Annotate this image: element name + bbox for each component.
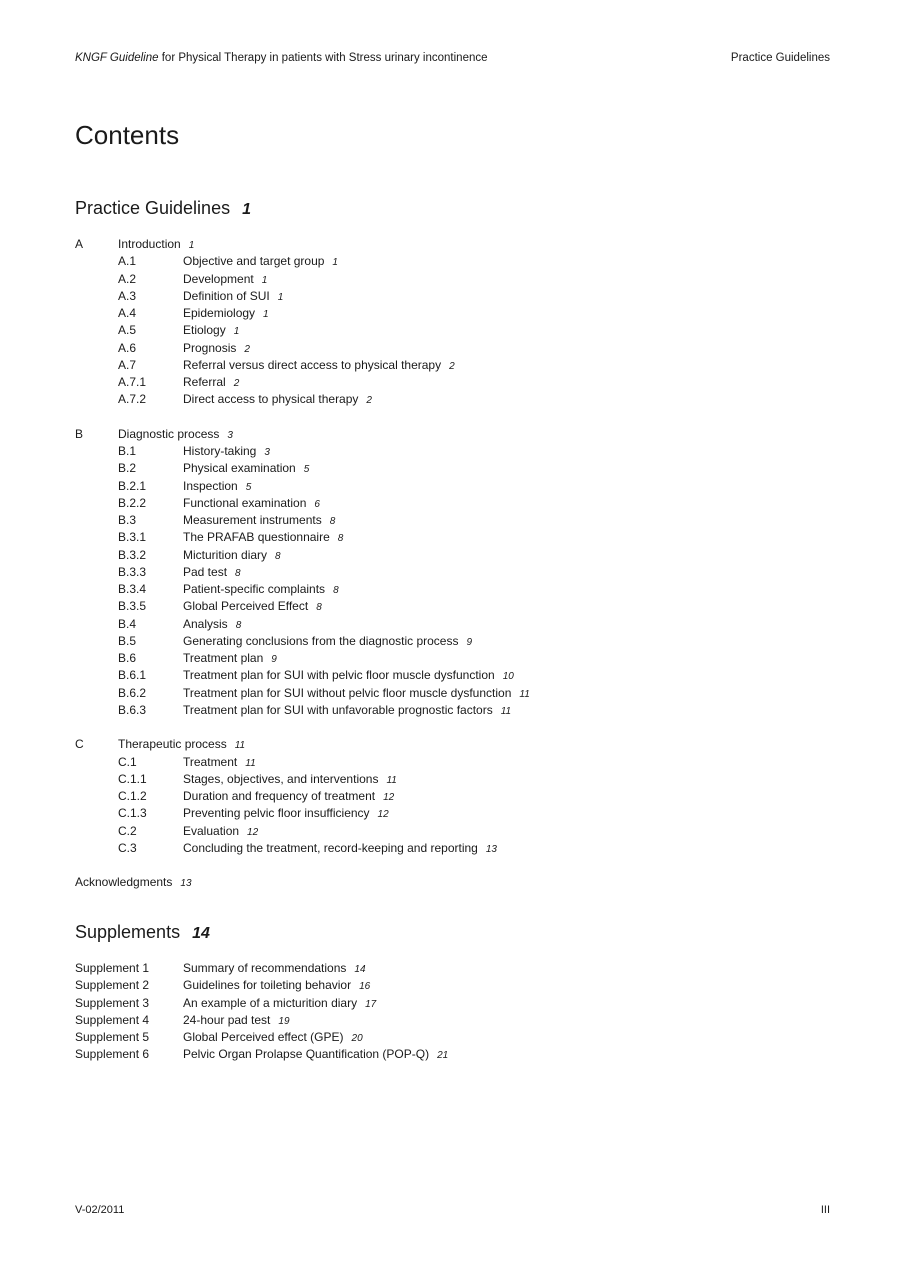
toc-entry-title-group — [183, 823, 258, 841]
toc-entry-number: A.2 — [118, 271, 137, 286]
toc-entry-title: Epidemiology — [183, 306, 256, 320]
toc-entry-title: Evaluation — [183, 823, 240, 838]
toc-entry-page: 11 — [519, 688, 530, 700]
toc-entry-page: 5 — [303, 464, 310, 476]
toc-entry-page: 17 — [365, 998, 377, 1010]
toc-entry-title: Treatment — [183, 754, 238, 769]
toc-entry-title-group — [118, 736, 245, 754]
toc-entry-title-group — [183, 788, 394, 806]
header-section-name: Practice Guidelines — [730, 52, 830, 64]
toc-entry-page: 1 — [188, 240, 195, 251]
toc-entry-title-group — [183, 702, 511, 720]
toc-entry-title-group — [183, 495, 320, 513]
toc-entry-title-group — [183, 357, 455, 375]
toc-entry-number: B.5 — [118, 633, 137, 648]
toc-entry-title-group — [183, 391, 372, 409]
toc-entry-title: Functional examination — [183, 495, 307, 510]
toc-entry-title-group — [183, 478, 251, 496]
header-guideline-name: KNGF Guideline — [75, 52, 159, 64]
toc-entry-title-group — [183, 374, 239, 392]
toc-entry-number: A.7 — [118, 357, 137, 372]
toc-entry-title-group — [183, 443, 270, 461]
toc-entry-number: C.3 — [118, 840, 137, 855]
toc-entry-number: Supplement 2 — [75, 978, 150, 993]
footer-page-number: III — [820, 1204, 830, 1216]
toc-entry-page: 13 — [485, 843, 497, 855]
toc-entry-page: 16 — [359, 981, 371, 993]
section-heading-supplements — [75, 922, 210, 943]
toc-entry-number: A — [75, 237, 84, 251]
toc-entry-title: Preventing pelvic floor insufficiency — [183, 806, 370, 821]
toc-entry-title-group — [183, 840, 497, 858]
toc-entry-title: Treatment plan — [183, 651, 264, 665]
toc-entry-page: 1 — [233, 326, 240, 338]
toc-entry-title-group — [183, 305, 269, 323]
toc-entry-page: 1 — [263, 309, 269, 320]
toc-entry-page: 8 — [275, 550, 281, 562]
section-label: Practice Guidelines — [75, 198, 231, 218]
toc-entry-title: Definition of SUI — [183, 288, 270, 303]
toc-entry-title: Referral versus direct access to physical therapy — [183, 357, 442, 372]
toc-entry-page: 14 — [354, 964, 366, 975]
toc-entry-title-group — [183, 322, 239, 340]
toc-entry-title-group — [183, 340, 250, 358]
toc-entry-page: 9 — [271, 654, 277, 665]
toc-entry-number: A.7.2 — [118, 392, 147, 407]
toc-entry-page: 11 — [234, 740, 246, 752]
toc-entry-number: B.2.1 — [118, 478, 147, 493]
toc-entry-title-group — [183, 754, 256, 772]
toc-entry-title-group — [183, 805, 389, 823]
toc-entry-page: 21 — [437, 1050, 449, 1062]
toc-entry-title-group — [118, 236, 194, 254]
toc-entry-title-group — [183, 771, 397, 789]
toc-entry-title: Acknowledgments — [75, 875, 173, 890]
toc-entry-page: 1 — [277, 291, 284, 303]
toc-entry-title: Prognosis — [183, 340, 237, 355]
toc-entry-number: C — [75, 737, 84, 752]
toc-entry-page: 12 — [383, 792, 395, 803]
toc-entry-title: Global Perceived effect (GPE) — [183, 1030, 344, 1044]
toc-entry-page: 12 — [377, 809, 389, 821]
toc-entry-title-group — [183, 960, 366, 978]
toc-entry-title: Concluding the treatment, record-keeping and reporting — [183, 840, 478, 855]
section-heading-practice-guidelines — [75, 198, 251, 219]
toc-entry-number: C.2 — [118, 823, 137, 838]
toc-entry-title: Diagnostic process — [118, 426, 220, 441]
toc-entry-title: Micturition diary — [183, 547, 268, 562]
toc-entry-title: History-taking — [183, 444, 257, 458]
toc-entry-number: C.1.3 — [118, 806, 147, 821]
toc-entry-title-group — [183, 977, 370, 995]
toc-entry-title: Objective and target group — [183, 254, 325, 269]
toc-entry-title: Referral — [183, 375, 226, 389]
toc-entry-number: A.4 — [118, 306, 137, 320]
header-title-rest: for Physical Therapy in patients with Stress urinary incontinence — [158, 52, 488, 64]
toc-entry-title: Treatment plan for SUI without pelvic floor muscle dysfunction — [183, 685, 512, 700]
toc-entry-page: 3 — [264, 447, 270, 458]
toc-entry-page: 8 — [337, 533, 344, 545]
section-page-number: 1 — [242, 201, 251, 218]
toc-entry-title: Etiology — [183, 323, 226, 338]
toc-entry-title-group — [183, 581, 339, 599]
toc-entry-page: 6 — [314, 498, 320, 510]
page-title: Contents — [75, 120, 180, 150]
toc-entry-title-group — [118, 426, 233, 444]
toc-entry-title-group — [183, 616, 241, 634]
toc-entry-page: 5 — [245, 481, 252, 493]
toc-entry-title-group — [183, 547, 281, 565]
toc-entry-title-group — [183, 271, 267, 289]
toc-entry-page: 13 — [180, 878, 192, 890]
toc-entry-title-group — [183, 253, 338, 271]
toc-entry-page: 12 — [247, 826, 259, 838]
toc-entry-number: B.3.3 — [118, 564, 147, 579]
toc-entry-title-group — [183, 1046, 448, 1064]
toc-entry-title-group — [183, 650, 277, 668]
toc-entry-title: Global Perceived Effect — [183, 599, 309, 614]
toc-entry-title: 24-hour pad test — [183, 1012, 271, 1027]
toc-entry-title-group — [183, 1029, 363, 1047]
toc-entry-page: 11 — [386, 774, 397, 786]
toc-entry-number: B.3.2 — [118, 547, 147, 562]
toc-entry-title-group — [183, 685, 530, 703]
toc-entry-number: Supplement 6 — [75, 1047, 150, 1062]
toc-entry-page: 3 — [227, 429, 233, 441]
toc-entry-number: B.1 — [118, 444, 137, 458]
toc-entry-title-group — [183, 288, 283, 306]
toc-entry-page: 2 — [366, 395, 372, 407]
toc-entry-title-group — [183, 460, 309, 478]
toc-entry-title: Introduction — [118, 237, 181, 251]
toc-entry-number: Supplement 3 — [75, 995, 150, 1010]
toc-entry-title: Pelvic Organ Prolapse Quantification (POP-Q) — [183, 1047, 430, 1062]
toc-entry-title: Treatment plan for SUI with pelvic floor muscle dysfunction — [183, 668, 495, 683]
toc-entry-page: 8 — [235, 567, 241, 579]
toc-entry-title: The PRAFAB questionnaire — [183, 530, 330, 545]
toc-entry-title-group — [183, 1012, 290, 1030]
toc-entry-title: An example of a micturition diary — [183, 995, 358, 1010]
toc-entry-page: 19 — [278, 1015, 290, 1027]
toc-entry-number: Supplement 5 — [75, 1030, 150, 1044]
toc-entry-number: A.6 — [118, 340, 137, 355]
toc-entry-title: Physical examination — [183, 461, 296, 476]
toc-entry-title: Duration and frequency of treatment — [183, 789, 376, 803]
header-document-title — [75, 52, 488, 64]
toc-entry-number: B.6.1 — [118, 668, 147, 683]
toc-entry-title: Measurement instruments — [183, 513, 322, 527]
toc-entry-title-group — [183, 564, 241, 582]
toc-entry-number: B.4 — [118, 616, 137, 631]
toc-entry-page: 9 — [466, 636, 473, 648]
toc-entry-page: 2 — [244, 343, 250, 355]
section-label: Supplements — [75, 922, 181, 942]
toc-entry-title: Inspection — [183, 478, 238, 493]
toc-entry-page: 1 — [261, 274, 268, 286]
section-page-number: 14 — [192, 925, 210, 942]
toc-entry-title-group — [183, 995, 376, 1013]
toc-entry-page: 11 — [500, 705, 512, 717]
toc-entry-number: A.5 — [118, 323, 137, 338]
toc-entry-title: Analysis — [183, 616, 228, 631]
toc-entry-title: Guidelines for toileting behavior — [183, 978, 352, 993]
toc-entry-number: B.6.2 — [118, 685, 147, 700]
footer-version: V-02/2011 — [75, 1204, 125, 1216]
toc-entry-title: Stages, objectives, and interventions — [183, 771, 379, 786]
toc-entry-title: Patient-specific complaints — [183, 582, 326, 596]
toc-entry-number: B.6.3 — [118, 702, 147, 717]
toc-entry-title-group — [183, 529, 343, 547]
toc-entry-number: B.6 — [118, 651, 137, 665]
toc-entry-title: Generating conclusions from the diagnostic process — [183, 633, 459, 648]
toc-entry-title: Summary of recommendations — [183, 961, 347, 975]
toc-entry-number: B.3 — [118, 513, 137, 527]
toc-entry-number: B.2 — [118, 461, 137, 476]
toc-entry-number: A.1 — [118, 254, 137, 269]
toc-entry-number: Supplement 1 — [75, 961, 150, 975]
toc-entry-number: A.3 — [118, 288, 137, 303]
toc-entry-title-group — [183, 633, 472, 651]
toc-entry-title-group — [183, 512, 335, 530]
toc-entry-number: B.2.2 — [118, 495, 147, 510]
running-header — [75, 52, 830, 68]
toc-entry-page: 8 — [329, 516, 336, 527]
toc-entry-title: Pad test — [183, 564, 228, 579]
toc-entry-page: 8 — [316, 602, 322, 614]
toc-entry-title: Therapeutic process — [118, 737, 227, 752]
toc-entry-title: Direct access to physical therapy — [183, 392, 359, 407]
toc-entry-number: C.1 — [118, 754, 137, 769]
toc-entry-number: B.3.5 — [118, 599, 147, 614]
toc-entry-page: 8 — [235, 619, 242, 631]
toc-entry-page: 11 — [245, 757, 256, 769]
toc-entry-number: Supplement 4 — [75, 1012, 150, 1027]
toc-entry-page: 20 — [351, 1033, 363, 1044]
toc-entry-number: B.3.4 — [118, 582, 147, 596]
toc-entry-page: 1 — [332, 257, 338, 269]
toc-entry-page: 10 — [502, 671, 514, 683]
toc-entry-title: Development — [183, 271, 254, 286]
toc-entry-page: 8 — [333, 585, 339, 596]
toc-entry-page: 2 — [449, 360, 455, 372]
toc-entry-number: B.3.1 — [118, 530, 147, 545]
toc-entry-number: C.1.2 — [118, 789, 147, 803]
toc-entry-title-group — [183, 598, 322, 616]
toc-entry-title-group — [183, 667, 514, 685]
toc-entry-number: A.7.1 — [118, 375, 147, 389]
toc-entry-number: C.1.1 — [118, 771, 147, 786]
toc-entry-title: Treatment plan for SUI with unfavorable prognostic factors — [183, 702, 493, 717]
toc-entry-number: B — [75, 426, 84, 441]
toc-entry-title-group — [75, 874, 192, 892]
toc-entry-page: 2 — [233, 378, 240, 389]
